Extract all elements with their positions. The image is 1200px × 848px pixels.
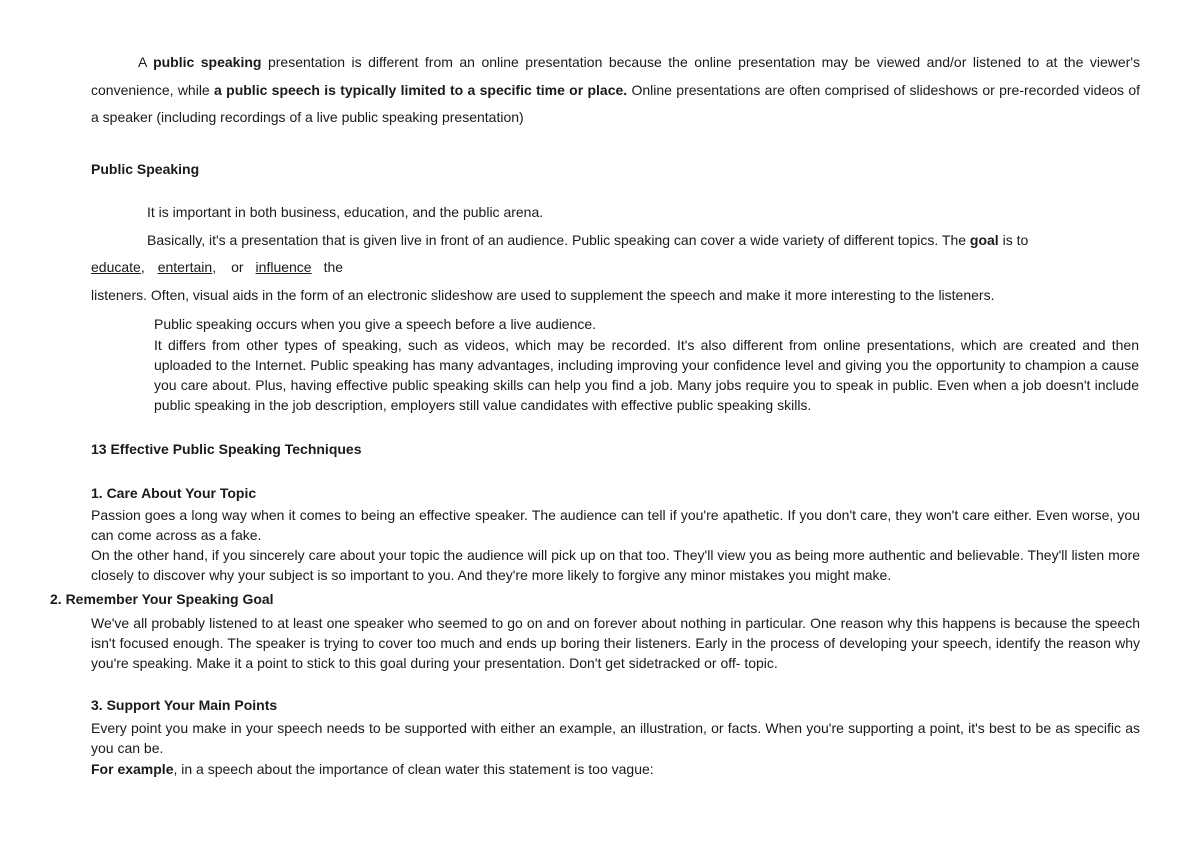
intro-bold-1: public speaking [153,54,262,70]
ps-line-2 [147,232,1028,248]
comma: , [140,259,145,275]
section-3-paragraph-1: Every point you make in your speech needs to be supported with either an example, an illustration, or facts. When you're supporting a point, it's best to be as specific as you can be. [91,720,1140,756]
techniques-heading: 13 Effective Public Speaking Techniques [91,441,362,457]
ps-line-3 [91,259,343,275]
ps-line-2-text: Basically, it's a presentation that is given live in front of an audience. Public speaking can cover a wide variety of different topics. The [147,232,970,248]
section-3-paragraph-2 [91,761,654,777]
or-word: or [231,259,244,275]
section-2-paragraph: We've all probably listened to at least one speaker who seemed to go on and on forever about nothing in particular. One reason why this happens is because the speech isn't focused enough. The speaker is trying to cover too much and ends up boring their listeners. Early in the process of developing your speech, identify the reason why you're speaking. Make it a point to stick to this goal during your presentation. Don't get sidetracked or off- topic. [91,615,1140,671]
intro-bold-2: a public speech is typically limited to a specific time or place. [214,81,628,98]
the-word: the [323,259,344,275]
section-1-paragraph-2: On the other hand, if you sincerely care about your topic the audience will pick up on that too. They'll view you as being more authentic and believable. They'll listen more closely to discover why your subject is so important to you. And they're more likely to forgive any minor mistakes you might make. [91,547,1140,583]
section-3-paragraph-2-text: , in a speech about the importance of clean water this statement is too vague: [173,761,654,777]
ps-line-2-end: is to [998,232,1029,248]
goal-word: goal [969,232,999,248]
intro-text-3: Online presentations are often comprised of slideshows or pre-recorded videos of a speaker (including recordings of a live public speaking presentation) [91,81,1141,125]
section-2-heading: 2. Remember Your Speaking Goal [50,591,274,607]
section-1-paragraph-1: Passion goes a long way when it comes to being an effective speaker. The audience can tell if you're apathetic. If you don't care, they won't care either. Even worse, you can come across as a fake. [91,507,1140,543]
ps-paragraph: It differs from other types of speaking, such as videos, which may be recorded. It's also different from online presentations, which are created and then uploaded to the Internet. Public speaking has many advantages, including improving your confidence level and giving you the opportunity to champion a cause you care about. Plus, having effective public speaking skills can help you find a job. Many jobs require you to speak in public. Even when a job doesn't include public speaking in the job description, employers still value candidates with effective public speaking skills. [154,337,1139,413]
ps-line-4: listeners. Often, visual aids in the form of an electronic slideshow are used to supplement the speech and make it more interesting to the listeners. [91,287,995,303]
influence-word: influence [255,259,312,275]
ps-line-1: It is important in both business, education, and the public arena. [147,204,544,220]
intro-text-1: A [138,54,154,70]
educate-word: educate [91,259,141,275]
entertain-word: entertain [157,259,213,275]
public-speaking-heading: Public Speaking [91,161,200,177]
for-example-bold: For example [91,761,174,777]
intro-text-2: presentation is different from an online presentation because the online presentation may be viewed and/or listened to at the viewer's convenience, while [91,54,1140,98]
ps-line-5: Public speaking occurs when you give a speech before a live audience. [154,316,597,332]
section-3-heading: 3. Support Your Main Points [91,697,278,713]
section-1-heading: 1. Care About Your Topic [91,485,257,501]
comma: , [212,259,217,275]
intro-paragraph [91,49,1140,132]
